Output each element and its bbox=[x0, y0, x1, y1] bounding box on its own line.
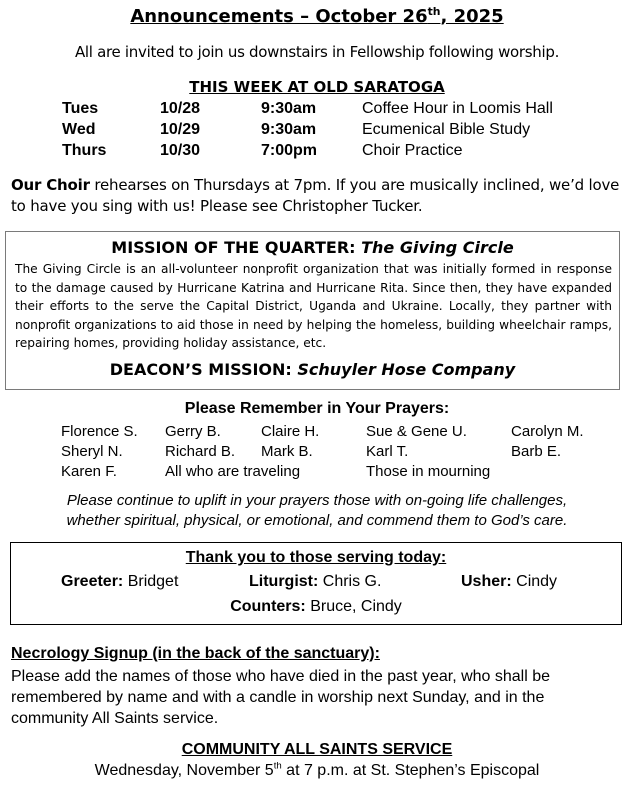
prayer-name: Richard B. bbox=[165, 442, 236, 460]
uplift-line: whether spiritual, physical, or emotional, and commend them to God’s care. bbox=[66, 512, 568, 529]
schedule-table bbox=[62, 98, 553, 161]
role-label: Liturgist: bbox=[249, 573, 319, 590]
event-time: 9:30am bbox=[261, 120, 317, 138]
all-saints-heading: COMMUNITY ALL SAINTS SERVICE bbox=[181, 741, 453, 758]
page-title bbox=[0, 6, 634, 27]
choir-text: rehearses on Thursdays at 7pm. If you are musically inclined, we’d love to have you sing with us! Please see Christopher Tucker. bbox=[11, 176, 620, 215]
serving-liturgist bbox=[249, 573, 461, 591]
deacon-label: DEACON’S MISSION: bbox=[109, 360, 298, 379]
all-saints-date: Wednesday, November 5 bbox=[94, 762, 274, 779]
schedule-row bbox=[62, 98, 553, 119]
prayer-name: Sue & Gene U. bbox=[366, 422, 467, 440]
choir-announcement bbox=[11, 175, 626, 217]
event-date: 10/29 bbox=[160, 120, 201, 138]
title-text: Announcements – October 26 bbox=[130, 6, 428, 27]
title-superscript: th bbox=[427, 5, 441, 18]
all-saints-location: at 7 p.m. at St. Stephen’s Episcopal bbox=[281, 762, 540, 779]
serving-roles bbox=[61, 573, 557, 591]
role-name: Cindy bbox=[511, 573, 558, 590]
necrology-body: Please add the names of those who have died in the past year, who shall be remembered by name and with a candle in worship next Sunday, and in the community All Saints service. bbox=[11, 668, 551, 727]
role-label: Counters: bbox=[230, 598, 306, 615]
mission-description: The Giving Circle is an all-volunteer nonprofit organization that was initially formed in response to the damage caused by Hurricane Katrina and Hurricane Rita. Since then, they have expanded their efforts to the serve the Capital District, Uganda and Ukraine. Locally, they partner with nonprofit organizations to aid those in need by helping the homeless, building wheelchair ramps, repairing homes, providing holiday assistance, etc. bbox=[15, 262, 612, 350]
all-saints-superscript: th bbox=[273, 760, 282, 772]
prayers-heading: Please Remember in Your Prayers: bbox=[184, 400, 450, 417]
title-year: , 2025 bbox=[440, 6, 504, 27]
serving-heading: Thank you to those serving today: bbox=[185, 549, 447, 566]
event-date: 10/28 bbox=[160, 99, 201, 117]
this-week-heading: THIS WEEK AT OLD SARATOGA bbox=[189, 78, 445, 96]
prayer-name: Claire H. bbox=[261, 422, 320, 440]
role-label: Usher: bbox=[461, 573, 512, 590]
mission-label: MISSION OF THE QUARTER: bbox=[111, 238, 362, 257]
uplift-message bbox=[0, 491, 634, 531]
necrology-heading: Necrology Signup (in the back of the sanctuary): bbox=[11, 645, 380, 662]
schedule-row bbox=[62, 119, 553, 140]
deacon-mission-name: Schuyler Hose Company bbox=[297, 360, 516, 379]
prayer-list bbox=[61, 421, 616, 481]
role-name: Bridget bbox=[123, 573, 179, 590]
event-day: Tues bbox=[62, 99, 99, 117]
prayer-name: Barb E. bbox=[511, 442, 562, 460]
mission-name: The Giving Circle bbox=[361, 238, 514, 257]
fellowship-invite: All are invited to join us downstairs in Fellowship following worship. bbox=[74, 43, 560, 61]
event-name: Ecumenical Bible Study bbox=[362, 120, 531, 138]
event-date: 10/30 bbox=[160, 141, 201, 159]
role-label: Greeter: bbox=[61, 573, 124, 590]
event-name: Choir Practice bbox=[362, 141, 463, 159]
prayer-row bbox=[61, 461, 616, 481]
mission-box bbox=[5, 231, 620, 390]
prayer-name: Gerry B. bbox=[165, 422, 221, 440]
choir-lead: Our Choir bbox=[11, 176, 90, 194]
prayer-name: Karen F. bbox=[61, 462, 117, 480]
serving-greeter bbox=[61, 573, 249, 591]
event-time: 9:30am bbox=[261, 99, 317, 117]
prayer-row bbox=[61, 441, 616, 461]
uplift-line: Please continue to uplift in your prayers those with on-going life challenges, bbox=[66, 492, 568, 509]
schedule-row bbox=[62, 140, 553, 161]
serving-usher bbox=[461, 573, 557, 591]
prayer-name: Sheryl N. bbox=[61, 442, 123, 460]
event-day: Thurs bbox=[62, 141, 107, 159]
prayer-row bbox=[61, 421, 616, 441]
prayer-name: Mark B. bbox=[261, 442, 313, 460]
role-name: Chris G. bbox=[318, 573, 382, 590]
role-name: Bruce, Cindy bbox=[305, 598, 402, 615]
prayer-name: All who are traveling bbox=[165, 462, 301, 480]
event-name: Coffee Hour in Loomis Hall bbox=[362, 99, 553, 117]
event-day: Wed bbox=[62, 120, 96, 138]
prayer-name: Karl T. bbox=[366, 442, 409, 460]
prayer-name: Carolyn M. bbox=[511, 422, 584, 440]
serving-counters bbox=[11, 598, 621, 616]
serving-box bbox=[10, 542, 622, 625]
event-time: 7:00pm bbox=[261, 141, 318, 159]
all-saints-details bbox=[0, 762, 634, 780]
prayer-name: Those in mourning bbox=[366, 462, 491, 480]
prayer-name: Florence S. bbox=[61, 422, 138, 440]
mission-heading bbox=[6, 238, 619, 257]
deacon-mission-heading bbox=[6, 360, 619, 379]
